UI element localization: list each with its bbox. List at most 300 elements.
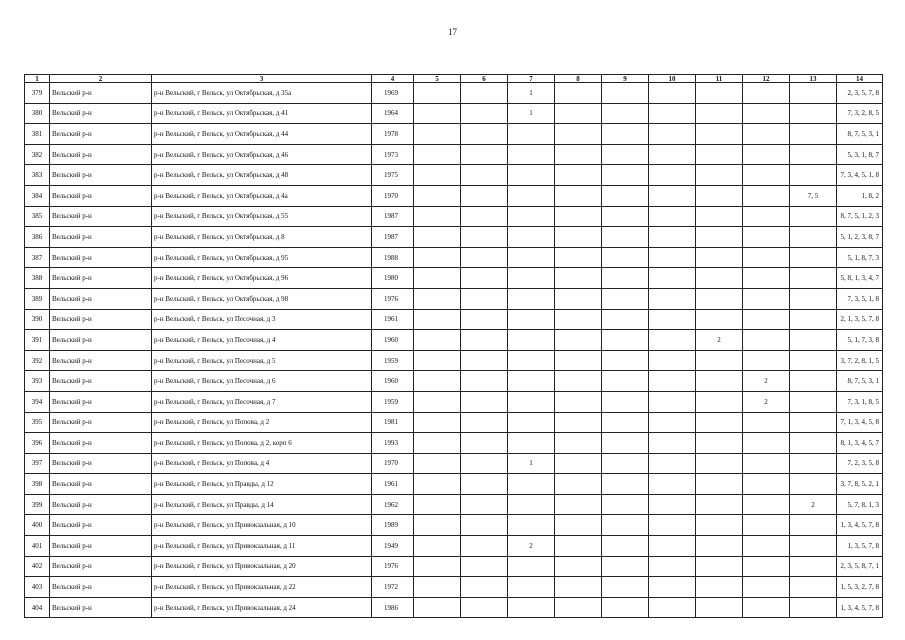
cell-col-14: 5, 7, 8, 1, 3 — [837, 494, 883, 515]
cell-district: Вельский р-н — [50, 577, 152, 598]
cell-year: 1973 — [372, 144, 414, 165]
cell-address: р-н Вельский, г Вельск, ул Песочная, д 7 — [152, 391, 372, 412]
table-row — [25, 433, 883, 454]
cell-col-6 — [461, 412, 508, 433]
cell-col-6 — [461, 165, 508, 186]
cell-col-5 — [414, 165, 461, 186]
cell-col-10 — [649, 494, 696, 515]
cell-col-8 — [555, 515, 602, 536]
table-row — [25, 144, 883, 165]
column-header-14: 14 — [837, 75, 883, 83]
cell-address: р-н Вельский, г Вельск, ул Попова, д 2, корп 6 — [152, 433, 372, 454]
cell-col-5 — [414, 185, 461, 206]
cell-col-6 — [461, 350, 508, 371]
cell-col-6 — [461, 391, 508, 412]
cell-district: Вельский р-н — [50, 330, 152, 351]
cell-col-13 — [790, 577, 837, 598]
cell-col-14: 8, 7, 5, 3, 1 — [837, 371, 883, 392]
cell-col-12 — [743, 227, 790, 248]
cell-col-5 — [414, 124, 461, 145]
cell-year: 1964 — [372, 103, 414, 124]
cell-row-number: 389 — [25, 288, 50, 309]
cell-col-13 — [790, 288, 837, 309]
cell-col-10 — [649, 536, 696, 557]
cell-col-12 — [743, 330, 790, 351]
cell-district: Вельский р-н — [50, 350, 152, 371]
cell-col-14: 7, 1, 3, 4, 5, 8 — [837, 412, 883, 433]
table-row — [25, 330, 883, 351]
cell-col-14: 8, 7, 5, 1, 2, 3 — [837, 206, 883, 227]
cell-address: р-н Вельский, г Вельск, ул Привокзальная, д 22 — [152, 577, 372, 598]
cell-col-5 — [414, 268, 461, 289]
cell-col-14: 1, 3, 4, 5, 7, 8 — [837, 515, 883, 536]
table-row — [25, 206, 883, 227]
cell-col-10 — [649, 227, 696, 248]
cell-col-7 — [508, 165, 555, 186]
cell-col-6 — [461, 144, 508, 165]
cell-col-7 — [508, 474, 555, 495]
cell-col-8 — [555, 288, 602, 309]
cell-col-10 — [649, 371, 696, 392]
cell-col-10 — [649, 165, 696, 186]
cell-col-13 — [790, 227, 837, 248]
cell-col-14: 2, 3, 5, 8, 7, 1 — [837, 556, 883, 577]
cell-col-8 — [555, 350, 602, 371]
cell-district: Вельский р-н — [50, 103, 152, 124]
cell-col-12 — [743, 268, 790, 289]
cell-col-9 — [602, 515, 649, 536]
cell-address: р-н Вельский, г Вельск, ул Октябрьская, д 4а — [152, 185, 372, 206]
column-header-1: 1 — [25, 75, 50, 83]
cell-row-number: 401 — [25, 536, 50, 557]
column-header-4: 4 — [372, 75, 414, 83]
cell-col-6 — [461, 268, 508, 289]
cell-address: р-н Вельский, г Вельск, ул Попова, д 2 — [152, 412, 372, 433]
cell-col-14: 5, 1, 2, 3, 8, 7 — [837, 227, 883, 248]
cell-district: Вельский р-н — [50, 309, 152, 330]
cell-col-11 — [696, 144, 743, 165]
cell-col-11 — [696, 556, 743, 577]
cell-col-12: 2 — [743, 391, 790, 412]
table-row — [25, 474, 883, 495]
cell-col-10 — [649, 453, 696, 474]
cell-row-number: 393 — [25, 371, 50, 392]
cell-address: р-н Вельский, г Вельск, ул Октябрьская, д 46 — [152, 144, 372, 165]
cell-col-9 — [602, 391, 649, 412]
cell-col-8 — [555, 474, 602, 495]
cell-row-number: 381 — [25, 124, 50, 145]
cell-row-number: 385 — [25, 206, 50, 227]
cell-district: Вельский р-н — [50, 247, 152, 268]
cell-col-11 — [696, 433, 743, 454]
cell-col-5 — [414, 206, 461, 227]
cell-col-9 — [602, 288, 649, 309]
cell-col-11 — [696, 206, 743, 227]
cell-col-6 — [461, 536, 508, 557]
cell-district: Вельский р-н — [50, 453, 152, 474]
cell-col-8 — [555, 453, 602, 474]
cell-col-9 — [602, 433, 649, 454]
cell-col-7: 1 — [508, 103, 555, 124]
cell-col-14: 1, 3, 5, 7, 8 — [837, 536, 883, 557]
cell-district: Вельский р-н — [50, 165, 152, 186]
cell-col-7 — [508, 556, 555, 577]
cell-col-9 — [602, 247, 649, 268]
cell-row-number: 394 — [25, 391, 50, 412]
cell-col-10 — [649, 330, 696, 351]
cell-col-13 — [790, 536, 837, 557]
cell-col-5 — [414, 288, 461, 309]
cell-address: р-н Вельский, г Вельск, ул Правды, д 14 — [152, 494, 372, 515]
table-row — [25, 309, 883, 330]
cell-col-9 — [602, 412, 649, 433]
cell-year: 1961 — [372, 309, 414, 330]
cell-col-11: 2 — [696, 330, 743, 351]
cell-row-number: 386 — [25, 227, 50, 248]
cell-col-5 — [414, 515, 461, 536]
cell-address: р-н Вельский, г Вельск, ул Песочная, д 4 — [152, 330, 372, 351]
column-header-8: 8 — [555, 75, 602, 83]
column-header-7: 7 — [508, 75, 555, 83]
cell-col-5 — [414, 556, 461, 577]
cell-year: 1993 — [372, 433, 414, 454]
cell-col-12 — [743, 577, 790, 598]
cell-row-number: 392 — [25, 350, 50, 371]
cell-row-number: 396 — [25, 433, 50, 454]
column-header-9: 9 — [602, 75, 649, 83]
cell-col-11 — [696, 350, 743, 371]
cell-address: р-н Вельский, г Вельск, ул Октябрьская, д 8 — [152, 227, 372, 248]
cell-col-12 — [743, 206, 790, 227]
cell-district: Вельский р-н — [50, 185, 152, 206]
column-header-6: 6 — [461, 75, 508, 83]
cell-col-5 — [414, 433, 461, 454]
cell-address: р-н Вельский, г Вельск, ул Привокзальная, д 20 — [152, 556, 372, 577]
cell-district: Вельский р-н — [50, 144, 152, 165]
cell-col-7 — [508, 350, 555, 371]
cell-col-7 — [508, 412, 555, 433]
cell-col-6 — [461, 474, 508, 495]
cell-address: р-н Вельский, г Вельск, ул Октябрьская, д 35а — [152, 83, 372, 104]
cell-col-8 — [555, 124, 602, 145]
cell-col-10 — [649, 247, 696, 268]
cell-col-12 — [743, 124, 790, 145]
cell-col-10 — [649, 124, 696, 145]
cell-col-12 — [743, 185, 790, 206]
cell-col-13 — [790, 247, 837, 268]
cell-year: 1987 — [372, 227, 414, 248]
cell-col-9 — [602, 165, 649, 186]
cell-col-13 — [790, 206, 837, 227]
cell-year: 1959 — [372, 391, 414, 412]
cell-col-10 — [649, 577, 696, 598]
cell-year: 1970 — [372, 185, 414, 206]
cell-address: р-н Вельский, г Вельск, ул Попова, д 4 — [152, 453, 372, 474]
cell-district: Вельский р-н — [50, 124, 152, 145]
cell-row-number: 379 — [25, 83, 50, 104]
column-header-11: 11 — [696, 75, 743, 83]
cell-col-12 — [743, 536, 790, 557]
cell-col-11 — [696, 165, 743, 186]
cell-row-number: 404 — [25, 597, 50, 618]
cell-col-7 — [508, 247, 555, 268]
cell-col-9 — [602, 350, 649, 371]
column-header-2: 2 — [50, 75, 152, 83]
cell-district: Вельский р-н — [50, 206, 152, 227]
cell-col-14: 7, 3, 2, 8, 5 — [837, 103, 883, 124]
cell-col-12 — [743, 288, 790, 309]
cell-col-14: 5, 8, 1, 3, 4, 7 — [837, 268, 883, 289]
cell-row-number: 395 — [25, 412, 50, 433]
cell-row-number: 388 — [25, 268, 50, 289]
cell-year: 1959 — [372, 350, 414, 371]
cell-col-7: 1 — [508, 453, 555, 474]
table-row — [25, 556, 883, 577]
cell-col-5 — [414, 103, 461, 124]
cell-district: Вельский р-н — [50, 371, 152, 392]
cell-year: 1980 — [372, 268, 414, 289]
cell-col-7: 2 — [508, 536, 555, 557]
cell-col-11 — [696, 577, 743, 598]
cell-year: 1987 — [372, 206, 414, 227]
cell-col-10 — [649, 556, 696, 577]
cell-col-10 — [649, 515, 696, 536]
cell-col-10 — [649, 288, 696, 309]
table-row — [25, 227, 883, 248]
cell-col-5 — [414, 247, 461, 268]
cell-col-10 — [649, 206, 696, 227]
cell-col-14: 5, 1, 7, 3, 8 — [837, 330, 883, 351]
cell-col-12 — [743, 350, 790, 371]
cell-col-8 — [555, 165, 602, 186]
cell-col-12 — [743, 494, 790, 515]
cell-col-5 — [414, 83, 461, 104]
cell-col-11 — [696, 494, 743, 515]
cell-year: 1969 — [372, 83, 414, 104]
cell-col-6 — [461, 371, 508, 392]
cell-col-14: 5, 1, 8, 7, 3 — [837, 247, 883, 268]
cell-col-10 — [649, 474, 696, 495]
cell-col-12 — [743, 247, 790, 268]
cell-col-12 — [743, 309, 790, 330]
cell-col-11 — [696, 227, 743, 248]
buildings-table — [24, 74, 883, 618]
table-row — [25, 124, 883, 145]
cell-col-5 — [414, 474, 461, 495]
cell-col-8 — [555, 268, 602, 289]
cell-col-11 — [696, 536, 743, 557]
table-row — [25, 350, 883, 371]
cell-year: 1988 — [372, 247, 414, 268]
cell-district: Вельский р-н — [50, 515, 152, 536]
cell-year: 1975 — [372, 165, 414, 186]
cell-col-6 — [461, 206, 508, 227]
cell-col-6 — [461, 309, 508, 330]
cell-year: 1981 — [372, 412, 414, 433]
cell-row-number: 390 — [25, 309, 50, 330]
cell-col-13 — [790, 371, 837, 392]
cell-col-11 — [696, 124, 743, 145]
cell-col-5 — [414, 350, 461, 371]
cell-col-9 — [602, 556, 649, 577]
cell-col-8 — [555, 536, 602, 557]
cell-col-8 — [555, 597, 602, 618]
cell-col-14: 2, 1, 3, 5, 7, 8 — [837, 309, 883, 330]
cell-col-8 — [555, 83, 602, 104]
cell-year: 1976 — [372, 288, 414, 309]
cell-col-7 — [508, 227, 555, 248]
cell-col-12 — [743, 453, 790, 474]
cell-col-14: 7, 3, 1, 8, 5 — [837, 391, 883, 412]
cell-col-9 — [602, 268, 649, 289]
cell-col-8 — [555, 494, 602, 515]
cell-col-11 — [696, 453, 743, 474]
cell-row-number: 397 — [25, 453, 50, 474]
cell-col-9 — [602, 206, 649, 227]
cell-address: р-н Вельский, г Вельск, ул Привокзальная, д 11 — [152, 536, 372, 557]
cell-col-14: 7, 3, 5, 1, 8 — [837, 288, 883, 309]
cell-row-number: 383 — [25, 165, 50, 186]
cell-col-11 — [696, 474, 743, 495]
table-row — [25, 371, 883, 392]
cell-col-11 — [696, 309, 743, 330]
cell-col-9 — [602, 309, 649, 330]
cell-col-8 — [555, 185, 602, 206]
cell-col-11 — [696, 412, 743, 433]
cell-col-13 — [790, 350, 837, 371]
cell-col-5 — [414, 453, 461, 474]
cell-col-5 — [414, 330, 461, 351]
column-header-12: 12 — [743, 75, 790, 83]
cell-col-13 — [790, 556, 837, 577]
table-row — [25, 453, 883, 474]
cell-col-11 — [696, 288, 743, 309]
cell-col-9 — [602, 536, 649, 557]
cell-address: р-н Вельский, г Вельск, ул Октябрьская, д 95 — [152, 247, 372, 268]
cell-col-6 — [461, 556, 508, 577]
cell-col-8 — [555, 371, 602, 392]
cell-col-8 — [555, 556, 602, 577]
cell-col-10 — [649, 83, 696, 104]
cell-col-9 — [602, 185, 649, 206]
cell-address: р-н Вельский, г Вельск, ул Песочная, д 5 — [152, 350, 372, 371]
cell-col-5 — [414, 371, 461, 392]
column-header-10: 10 — [649, 75, 696, 83]
cell-row-number: 382 — [25, 144, 50, 165]
cell-year: 1989 — [372, 515, 414, 536]
cell-district: Вельский р-н — [50, 556, 152, 577]
table-row — [25, 288, 883, 309]
cell-col-13: 7, 5 — [790, 185, 837, 206]
cell-col-5 — [414, 144, 461, 165]
cell-address: р-н Вельский, г Вельск, ул Привокзальная, д 24 — [152, 597, 372, 618]
cell-col-12 — [743, 412, 790, 433]
cell-col-12: 2 — [743, 371, 790, 392]
cell-col-8 — [555, 433, 602, 454]
cell-col-7 — [508, 309, 555, 330]
cell-col-6 — [461, 227, 508, 248]
cell-year: 1978 — [372, 124, 414, 145]
cell-col-5 — [414, 412, 461, 433]
cell-year: 1960 — [372, 371, 414, 392]
cell-col-12 — [743, 556, 790, 577]
cell-year: 1949 — [372, 536, 414, 557]
cell-col-12 — [743, 515, 790, 536]
cell-col-10 — [649, 350, 696, 371]
cell-col-12 — [743, 597, 790, 618]
table-row — [25, 494, 883, 515]
table-row — [25, 268, 883, 289]
cell-col-7 — [508, 330, 555, 351]
cell-col-7: 1 — [508, 83, 555, 104]
cell-col-11 — [696, 371, 743, 392]
cell-col-11 — [696, 268, 743, 289]
cell-col-8 — [555, 391, 602, 412]
cell-col-6 — [461, 330, 508, 351]
cell-col-11 — [696, 391, 743, 412]
cell-col-5 — [414, 391, 461, 412]
cell-col-8 — [555, 330, 602, 351]
cell-col-13 — [790, 124, 837, 145]
cell-col-11 — [696, 597, 743, 618]
cell-col-6 — [461, 597, 508, 618]
cell-col-13 — [790, 412, 837, 433]
cell-address: р-н Вельский, г Вельск, ул Октябрьская, д 48 — [152, 165, 372, 186]
cell-address: р-н Вельский, г Вельск, ул Октябрьская, д 41 — [152, 103, 372, 124]
cell-address: р-н Вельский, г Вельск, ул Октябрьская, д 98 — [152, 288, 372, 309]
cell-col-5 — [414, 536, 461, 557]
cell-col-6 — [461, 433, 508, 454]
cell-col-5 — [414, 227, 461, 248]
cell-col-14: 7, 2, 3, 5, 8 — [837, 453, 883, 474]
cell-col-7 — [508, 144, 555, 165]
cell-col-13 — [790, 597, 837, 618]
cell-district: Вельский р-н — [50, 474, 152, 495]
cell-col-13 — [790, 165, 837, 186]
cell-district: Вельский р-н — [50, 391, 152, 412]
cell-col-14: 1, 3, 4, 5, 7, 8 — [837, 597, 883, 618]
cell-col-8 — [555, 103, 602, 124]
cell-col-14: 1, 8, 2 — [837, 185, 883, 206]
cell-row-number: 402 — [25, 556, 50, 577]
cell-col-9 — [602, 474, 649, 495]
cell-col-13 — [790, 83, 837, 104]
cell-year: 1970 — [372, 453, 414, 474]
cell-col-7 — [508, 371, 555, 392]
cell-col-13 — [790, 453, 837, 474]
table-row — [25, 247, 883, 268]
cell-row-number: 400 — [25, 515, 50, 536]
cell-col-9 — [602, 453, 649, 474]
cell-col-11 — [696, 515, 743, 536]
cell-col-13 — [790, 268, 837, 289]
cell-district: Вельский р-н — [50, 412, 152, 433]
cell-col-6 — [461, 185, 508, 206]
cell-col-7 — [508, 206, 555, 227]
cell-col-6 — [461, 288, 508, 309]
cell-year: 1976 — [372, 556, 414, 577]
cell-col-14: 1, 5, 3, 2, 7, 8 — [837, 577, 883, 598]
table-header-row — [25, 75, 883, 83]
cell-col-5 — [414, 309, 461, 330]
cell-col-10 — [649, 185, 696, 206]
cell-col-7 — [508, 268, 555, 289]
table-row — [25, 536, 883, 557]
cell-district: Вельский р-н — [50, 597, 152, 618]
cell-col-13 — [790, 391, 837, 412]
cell-district: Вельский р-н — [50, 288, 152, 309]
cell-year: 1972 — [372, 577, 414, 598]
